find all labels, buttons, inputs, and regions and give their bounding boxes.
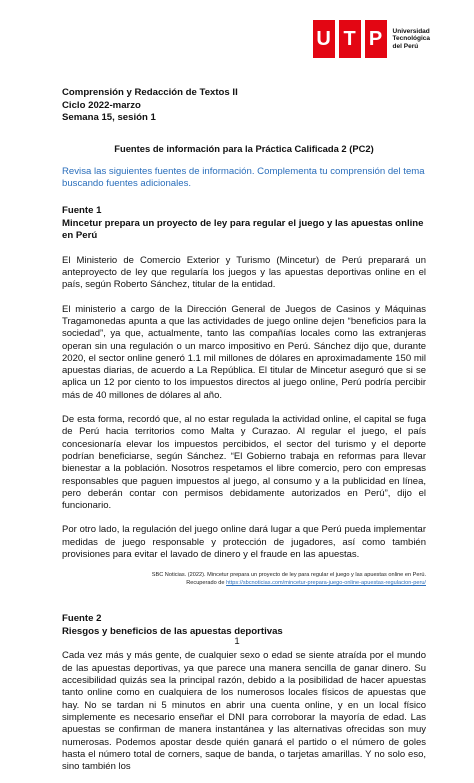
logo-text-line-3: del Perú <box>392 42 419 50</box>
source-1-reference <box>62 571 426 587</box>
logo-letters <box>313 20 387 58</box>
course-cycle: Ciclo 2022-marzo <box>62 99 141 111</box>
reference-link[interactable]: https://sbcnoticias.com/mincetur-prepara-juego-online-apuestas-regulacion-peru/ <box>226 580 426 587</box>
source-1-paragraph: El Ministerio de Comercio Exterior y Turismo (Mincetur) de Perú preparará un anteproyecto de ley que regularía los juegos y las apuestas deportivas online en el país, según Roberto Sánchez, titular de la entidad. <box>62 254 426 291</box>
source-1-paragraph: De esta forma, recordó que, al no estar regulada la actividad online, el capital se fuga de Perú hacia territorios como Malta y Curazao. Al regular el juego, el país concesionaría elevar los impuestos percibidos, el sector del turismo y el deporte podrían beneficiarse, según Sánchez. “El Gobierno trabaja en reformas para llevar bienestar a la población. Nosotros respetamos el libre comercio, pero con empresas responsables que paguen impuestos al juego, al consumo y a la publicidad en línea, pero deberán contar con permisos debidamente autorizados en Perú”, dijo el funcionario. <box>62 414 426 512</box>
reference-retrieved <box>62 579 426 587</box>
source-2-paragraph: Cada vez más y más gente, de cualquier sexo o edad se siente atraída por el mundo de las apuestas deportivas, ya que parece una manera sencilla de ganar dinero. Su accesibilidad quizás sea la principal razón, debido a la posibilidad de hacer apuestas tanto online como en cualquiera de los numerosos locales físicos de apuestas que hay. No se tardan ni 5 minutos en abrir una cuenta online, y en un local físico simplemente es necesario enseñar el DNI para corroborar la mayoría de edad. Las apuestas se confirman de manera instantánea y las alternativas ofrecidas son muy numerosas. Podemos apostar desde quién ganará el partido o el número de goles hasta el número total de corners, saque de banda, o tarjetas amarillas. Y no solo eso, sino también los <box>62 650 426 773</box>
reference-citation: SBC Noticias. (2022). Mincetur prepara un proyecto de ley para regular el juego y las apuestas online en Perú. <box>151 572 426 579</box>
logo-letter-u: U <box>313 20 335 58</box>
source-1-heading: Mincetur prepara un proyecto de ley para regular el juego y las apuestas online en Perú <box>62 217 424 242</box>
document-title: Fuentes de información para la Práctica Calificada 2 (PC2) <box>114 142 374 154</box>
intro-instruction: Revisa las siguientes fuentes de información. Complementa tu comprensión del tema buscando fuentes adicionales. <box>62 165 425 190</box>
logo-text-line-2: Tecnológica <box>392 35 430 43</box>
logo-letter-p: P <box>365 20 387 58</box>
source-1-paragraph: Por otro lado, la regulación del juego online dará lugar a que Perú pueda implementar medidas de juego responsable y protección de jugadores, así como también provisiones para evitar el lavado de dinero y el fraude en las apuestas. <box>62 524 426 560</box>
source-2-heading: Riesgos y beneficios de las apuestas deportivas <box>62 625 283 637</box>
logo-letter-t: T <box>339 20 361 58</box>
logo-text-line-1: Universidad <box>392 27 430 35</box>
course-name: Comprensión y Redacción de Textos II <box>62 87 238 98</box>
page-number: 1 <box>234 636 240 647</box>
utp-logo <box>313 20 430 58</box>
logo-university-name <box>393 28 430 51</box>
source-1-paragraph: El ministerio a cargo de la Dirección General de Juegos de Casinos y Máquinas Tragamonedas apunta a que las actividades de juego online dejen “beneficios para la sociedad”, ya que, actualmente, tanto las compañías locales como las extranjeras operan sin una regulación o un marco impositivo en Perú. Sánchez dijo que, durante 2020, el sector online generó 1.1 mil millones de dólares en aproximadamente 150 mil apuestas diarias, de acuerdo a La República. El titular de Mincetur aseguró que si se aplica un 12 por ciento to los impuestos directos al juego online, Perú podría percibir más de 40 millones de dólares al año. <box>62 303 426 401</box>
source-2-label: Fuente 2 <box>62 613 102 625</box>
source-1-label: Fuente 1 <box>62 204 102 216</box>
document-body <box>62 87 426 783</box>
course-session: Semana 15, sesión 1 <box>62 112 156 124</box>
reference-prefix: Recuperado de <box>186 580 227 587</box>
